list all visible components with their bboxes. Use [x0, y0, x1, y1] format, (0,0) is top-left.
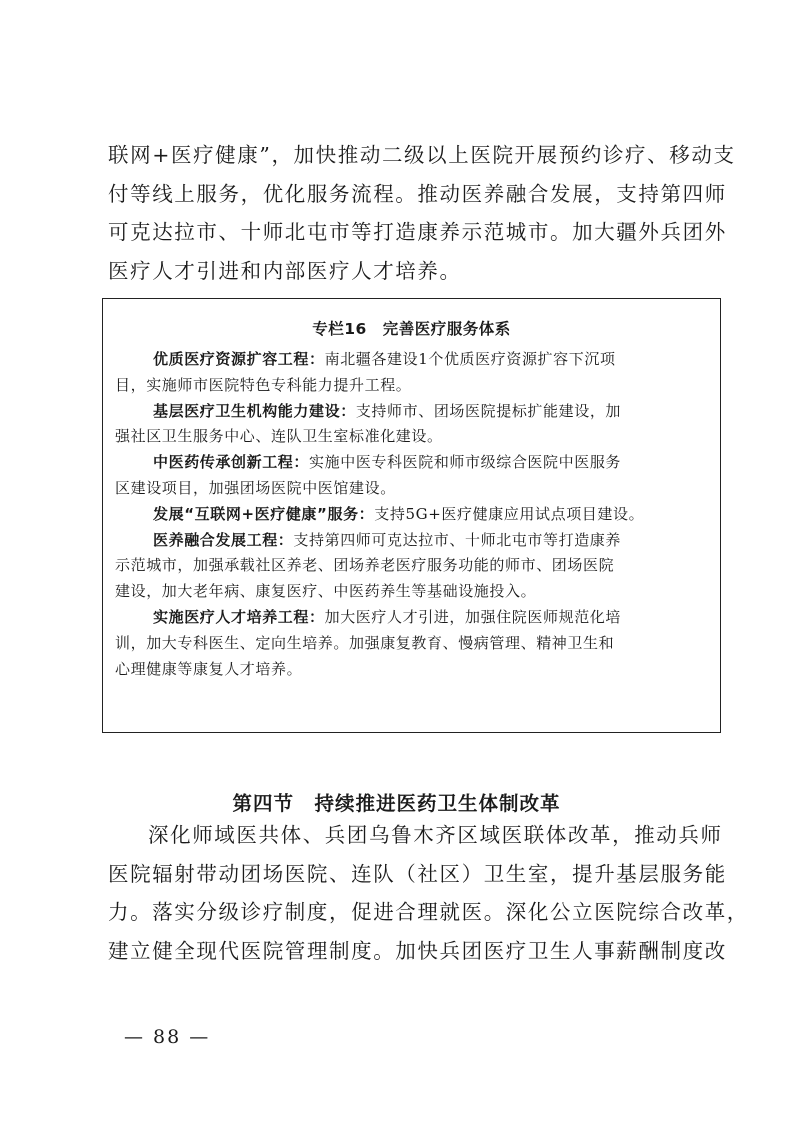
box-item-first-line: [115, 502, 713, 528]
box-item-text: 支持第四师可克达拉市、十师北屯市等打造康养: [293, 530, 622, 549]
column-box: [102, 298, 721, 733]
body-paragraph-1: [108, 136, 736, 290]
box-item-text: 支持5G+医疗健康应用试点项目建设。: [374, 504, 645, 523]
box-item-heading: 基层医疗卫生机构能力建设：: [153, 401, 356, 420]
paragraph-line: 医疗人才引进和内部医疗人才培养。: [108, 258, 462, 283]
box-item-heading: 优质医疗资源扩容工程：: [153, 350, 325, 368]
page-number: — 88 —: [124, 1026, 211, 1048]
box-item-heading: 实施医疗人才培养工程：: [153, 607, 325, 626]
paragraph-line: 联网+医疗健康”，加快推动二级以上医院开展预约诊疗、移动支: [108, 143, 736, 167]
box-item-first-line: [115, 450, 713, 476]
paragraph-line: 深化师域医共体、兵团乌鲁木齐区域医联体改革，推动兵师: [148, 823, 723, 847]
box-item-first-line: [115, 347, 713, 373]
box-item-first-line: [115, 399, 713, 425]
box-title: 专栏16 完善医疗服务体系: [312, 320, 511, 338]
box-item-line: 建设，加大老年病、康复医疗、中医药养生等基础设施投入。: [115, 582, 537, 601]
paragraph-line: 医院辐射带动团场医院、连队（社区）卫生室，提升基层服务能: [108, 861, 727, 886]
paragraph-line: 可克达拉市、十师北屯市等打造康养示范城市。加大疆外兵团外: [108, 220, 727, 244]
box-item-line: 示范城市，加强承载社区养老、团场养老医疗服务功能的师市、团场医院: [115, 556, 615, 575]
section-heading: 第四节 持续推进医药卫生体制改革: [232, 792, 561, 815]
box-item-text: 南北疆各建设1个优质医疗资源扩容下沉项: [324, 350, 616, 368]
box-item-heading: 发展“互联网+医疗健康”服务：: [153, 504, 375, 523]
box-item-text: 实施中医专科医院和师市级综合医院中医服务: [309, 453, 622, 472]
box-item-line: 目，实施师市医院特色专科能力提升工程。: [115, 375, 412, 394]
box-body: [115, 347, 713, 682]
box-item-text: 支持师市、团场医院提标扩能建设，加: [355, 401, 622, 420]
box-item-line: 区建设项目，加强团场医院中医馆建设。: [115, 478, 396, 497]
box-item-first-line: [115, 605, 713, 631]
box-item-line: 训，加大专科医生、定向生培养。加强康复教育、慢病管理、精神卫生和: [115, 633, 615, 652]
box-item-line: 强社区卫生服务中心、连队卫生室标准化建设。: [115, 427, 443, 446]
box-item-line: 心理健康等康复人才培养。: [115, 659, 303, 678]
box-item-heading: 医养融合发展工程：: [153, 530, 294, 549]
paragraph-line: 付等线上服务，优化服务流程。推动医养融合发展，支持第四师: [108, 181, 727, 206]
body-paragraph-2: [108, 816, 749, 970]
paragraph-line: 力。落实分级诊疗制度，促进合理就医。深化公立医院综合改革，: [108, 900, 749, 924]
box-item-first-line: [115, 528, 713, 554]
box-item-text: 加大医疗人才引进，加强住院医师规范化培: [324, 607, 622, 626]
box-item-heading: 中医药传承创新工程：: [153, 453, 310, 472]
paragraph-line: 建立健全现代医院管理制度。加快兵团医疗卫生人事薪酬制度改: [108, 938, 727, 963]
